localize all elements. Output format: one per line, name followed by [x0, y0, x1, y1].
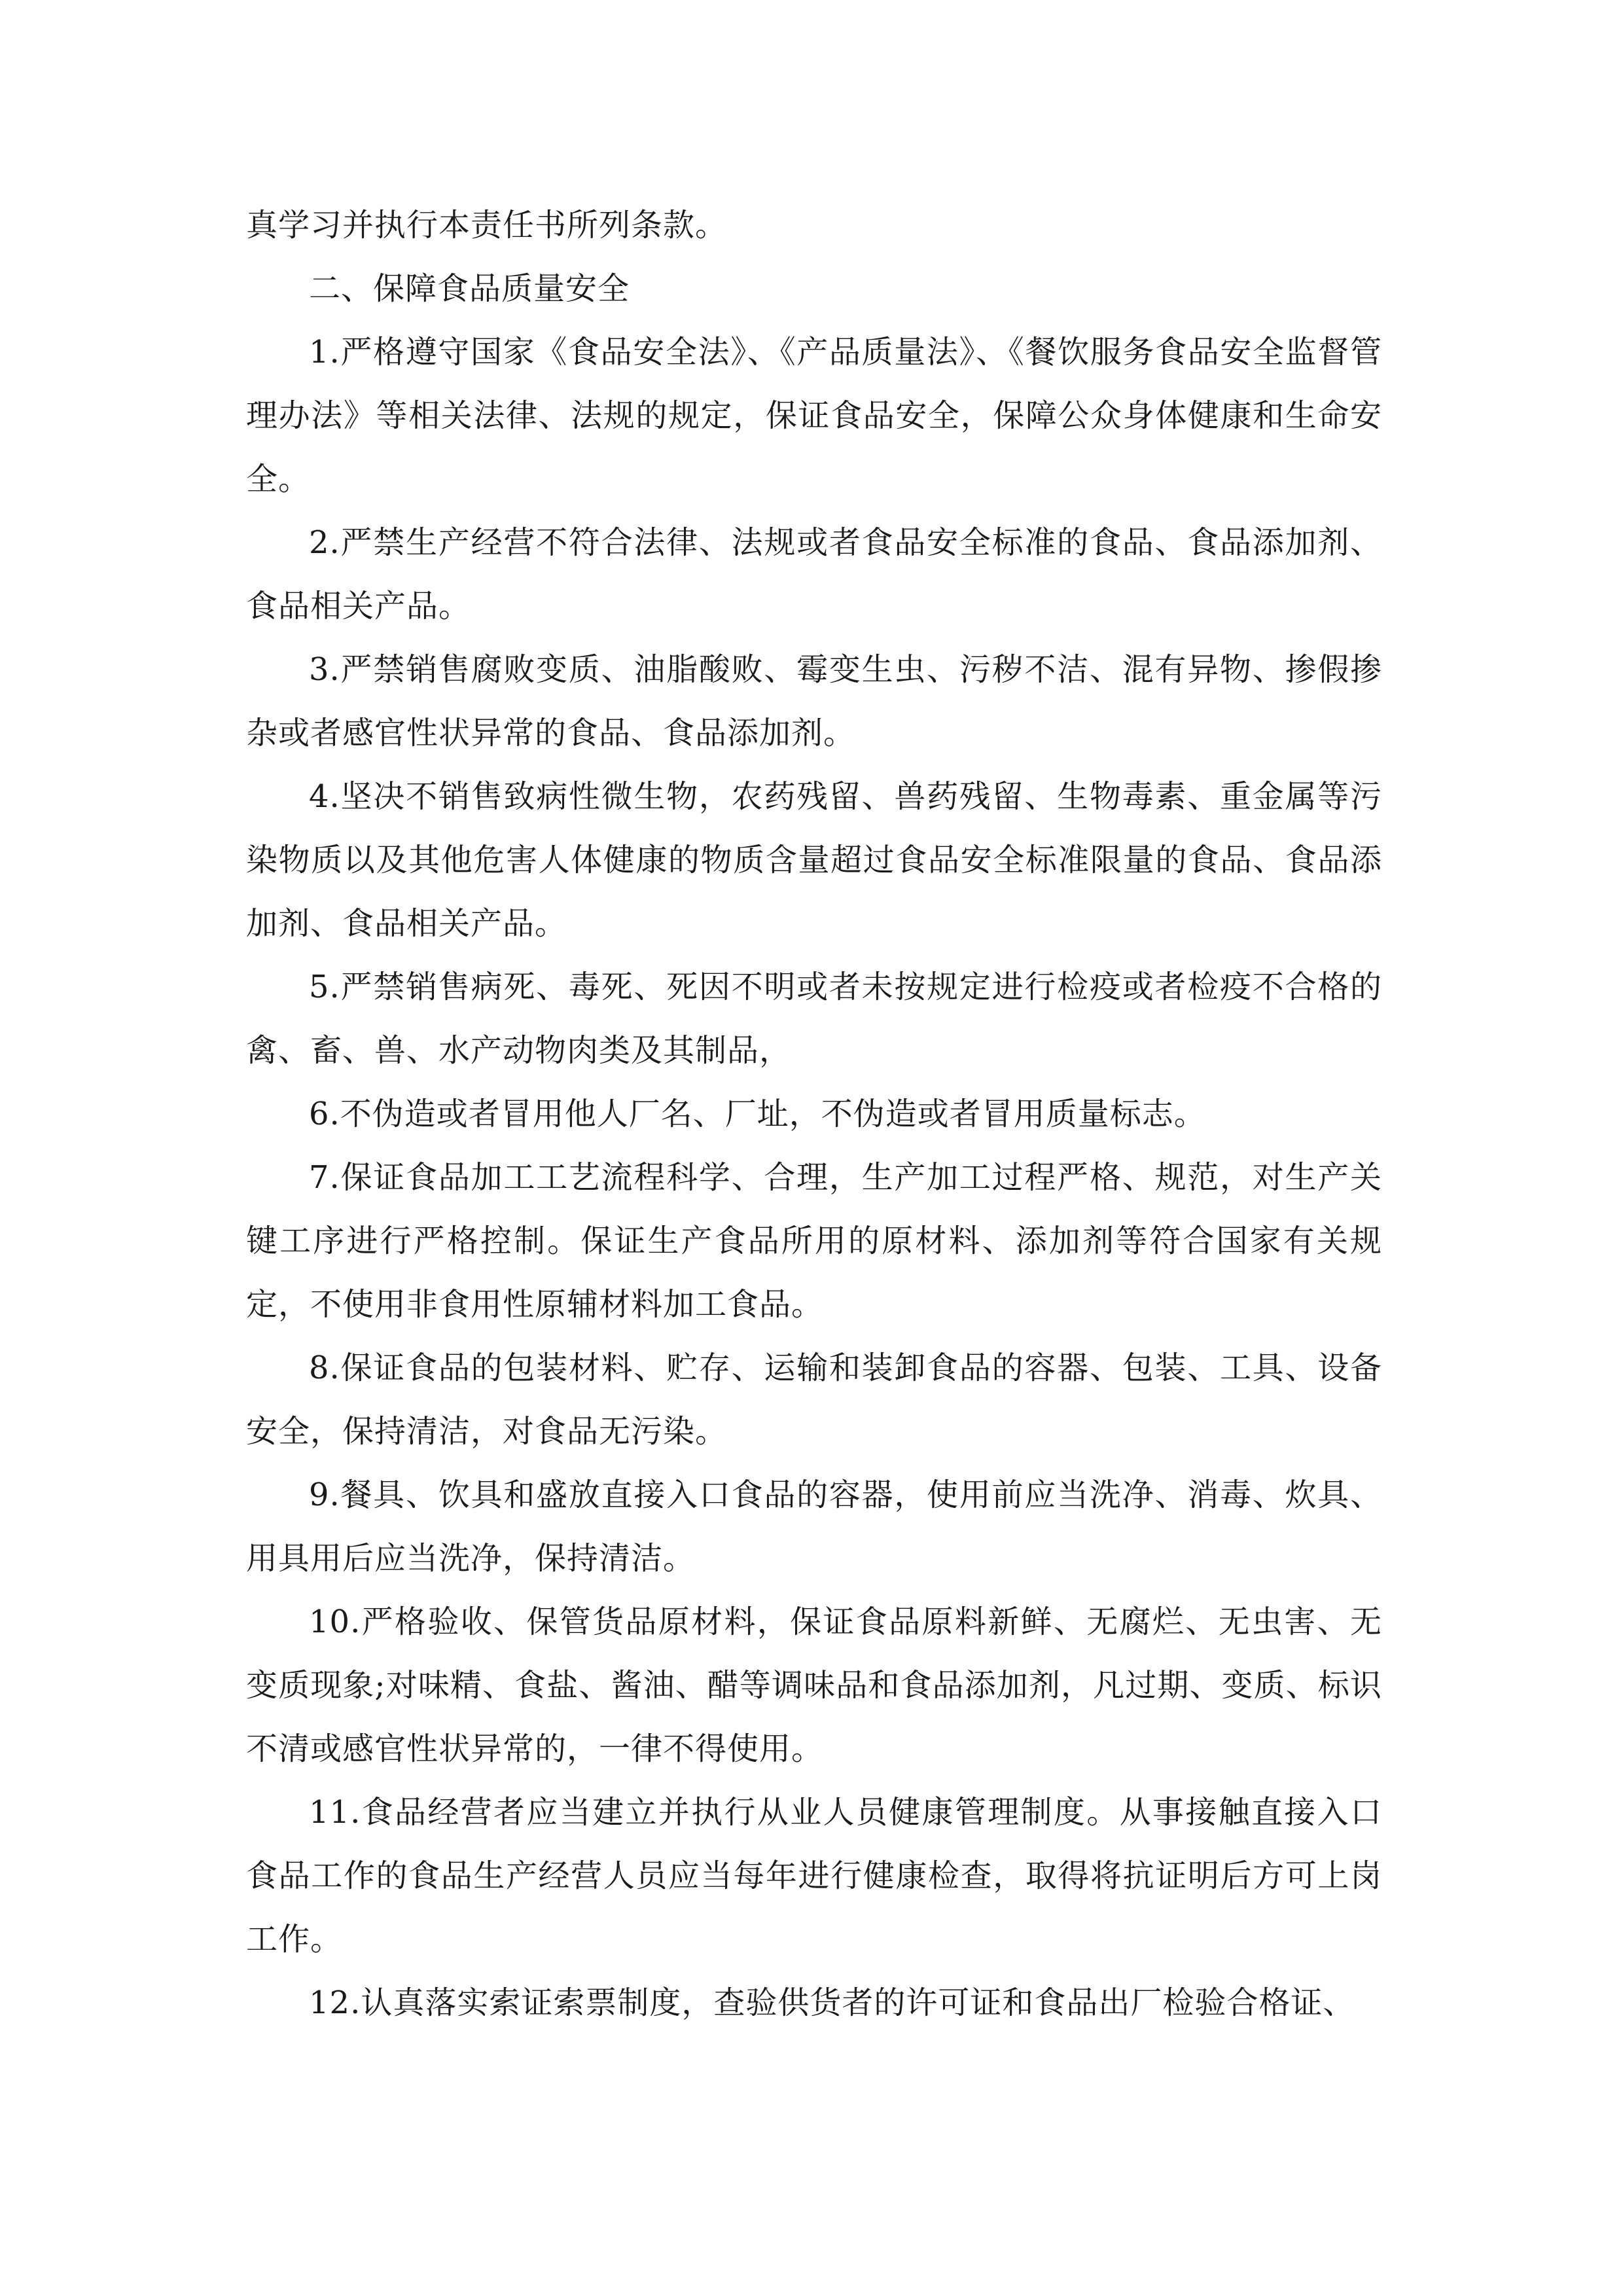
list-item-10: 10.严格验收、保管货品原材料，保证食品原料新鲜、无腐烂、无虫害、无变质现象;对味精、食盐、酱油、醋等调味品和食品添加剂，凡过期、变质、标识不清或感官性状异常的，一律不得使用。 — [246, 1604, 1382, 1767]
list-item-8: 8.保证食品的包装材料、贮存、运输和装卸食品的容器、包装、工具、设备安全，保持清洁，对食品无污染。 — [246, 1350, 1382, 1450]
list-item-4: 4.坚决不销售致病性微生物，农药残留、兽药残留、生物毒素、重金属等污染物质以及其他危害人体健康的物质含量超过食品安全标准限量的食品、食品添加剂、食品相关产品。 — [246, 778, 1382, 942]
list-item-2: 2.严禁生产经营不符合法律、法规或者食品安全标准的食品、食品添加剂、食品相关产品。 — [246, 524, 1382, 624]
list-item-5: 5.严禁销售病死、毒死、死因不明或者未按规定进行检疫或者检疫不合格的禽、畜、兽、水产动物肉类及其制品， — [246, 969, 1382, 1069]
section-heading: 二、保障食品质量安全 — [309, 270, 630, 307]
list-item-6: 6.不伪造或者冒用他人厂名、厂址，不伪造或者冒用质量标志。 — [309, 1096, 1206, 1132]
list-item-3: 3.严禁销售腐败变质、油脂酸败、霉变生虫、污秽不洁、混有异物、掺假掺杂或者感官性状异常的食品、食品添加剂。 — [246, 651, 1382, 751]
paragraph-continuation: 真学习并执行本责任书所列条款。 — [246, 207, 728, 243]
list-item-12: 12.认真落实索证索票制度，查验供货者的许可证和食品出厂检验合格证、 — [309, 1984, 1355, 2021]
list-item-1: 1.严格遵守国家《食品安全法》、《产品质量法》、《餐饮服务食品安全监督管理办法》等相关法律、法规的规定，保证食品安全，保障公众身体健康和生命安全。 — [246, 334, 1382, 497]
list-item-11: 11.食品经营者应当建立并执行从业人员健康管理制度。从事接触直接入口食品工作的食品生产经营人员应当每年进行健康检查，取得将抗证明后方可上岗工作。 — [246, 1794, 1382, 1958]
list-item-7: 7.保证食品加工工艺流程科学、合理，生产加工过程严格、规范，对生产关键工序进行严格控制。保证生产食品所用的原材料、添加剂等符合国家有关规定，不使用非食用性原辅材料加工食品。 — [246, 1159, 1382, 1323]
list-item-9: 9.餐具、饮具和盛放直接入口食品的容器，使用前应当洗净、消毒、炊具、用具用后应当洗净，保持清洁。 — [246, 1477, 1382, 1577]
document-body — [246, 194, 1382, 2035]
